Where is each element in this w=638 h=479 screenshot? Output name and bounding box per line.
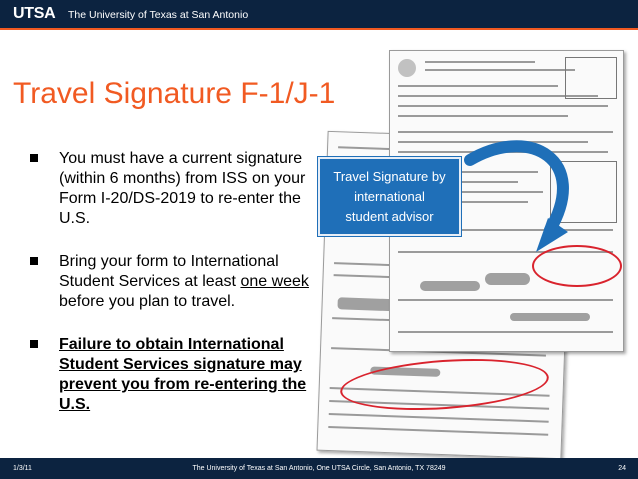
header-accent-line (0, 28, 638, 30)
footer-bar (0, 458, 638, 479)
bullet-underlined-text: one week (240, 273, 309, 290)
header-bar (0, 0, 638, 28)
bullet-list (30, 149, 315, 438)
slide-title: Travel Signature F-1/J-1 (13, 77, 336, 110)
callout-line: international (354, 188, 425, 204)
callout-line: student advisor (345, 208, 434, 224)
bullet-item (30, 149, 315, 229)
callout-line: Travel Signature by (333, 168, 446, 184)
bullet-text: Failure to obtain International Student Services signature may prevent you from re-entering the U.S. (59, 336, 307, 413)
footer-date: 1/3/11 (13, 465, 32, 472)
travel-signature-callout (318, 157, 461, 236)
bullet-item (30, 252, 315, 312)
utsa-logo: UTSA (13, 5, 56, 22)
bullet-text: You must have a current signature (within 6 months) from ISS on your Form I-20/DS-2019 to re-enter the U.S. (59, 150, 306, 227)
header-subtitle: The University of Texas at San Antonio (68, 9, 249, 21)
bullet-text: Bring your form to International Student Services at least (59, 253, 279, 290)
square-bullet-icon (30, 257, 38, 265)
bullet-item (30, 335, 315, 415)
square-bullet-icon (30, 154, 38, 162)
footer-address: The University of Texas at San Antonio, One UTSA Circle, San Antonio, TX 78249 (192, 465, 446, 472)
slide-number: 24 (618, 465, 626, 472)
square-bullet-icon (30, 340, 38, 348)
curved-arrow-icon (440, 120, 590, 260)
bullet-text: before you plan to travel. (59, 293, 236, 310)
